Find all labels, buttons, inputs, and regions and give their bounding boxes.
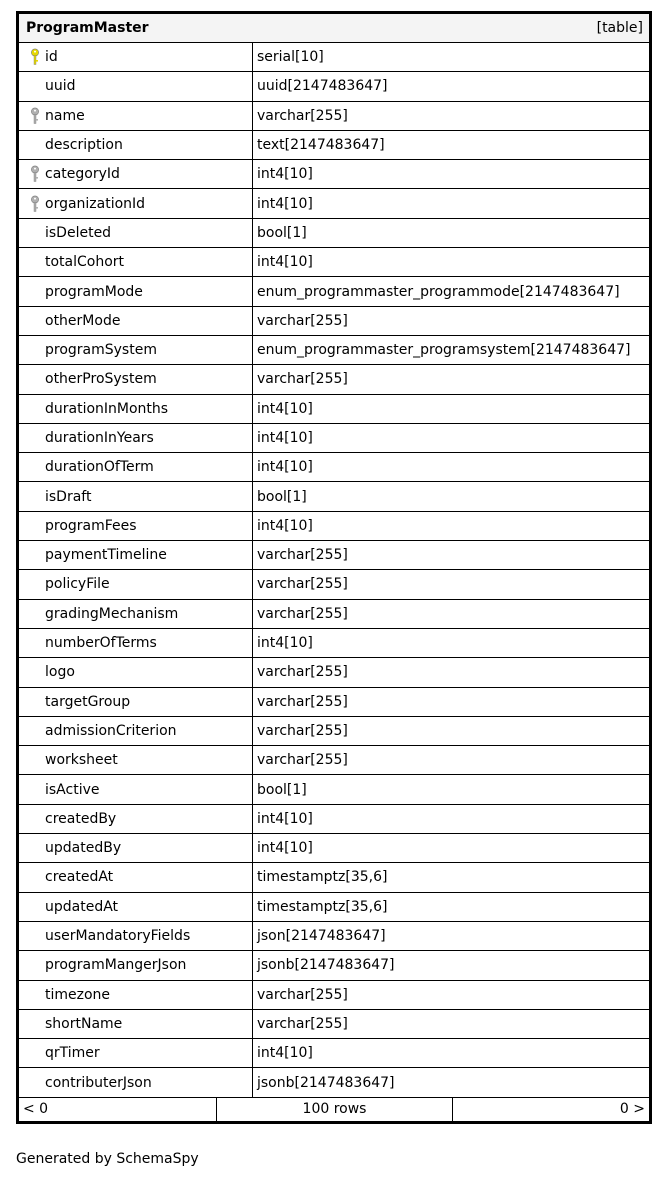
column-name-cell: [19, 629, 253, 657]
key-slot-empty: [25, 311, 45, 331]
column-row[interactable]: [19, 336, 649, 365]
column-row[interactable]: [19, 863, 649, 892]
key-slot-empty: [25, 955, 45, 975]
column-name-cell: [19, 131, 253, 159]
column-name-cell: [19, 512, 253, 540]
column-row[interactable]: [19, 219, 649, 248]
column-name: contributerJson: [45, 1074, 152, 1091]
column-name: paymentTimeline: [45, 547, 167, 564]
column-type: varchar[255]: [257, 605, 348, 622]
column-type: bool[1]: [257, 781, 307, 798]
column-name: timezone: [45, 986, 111, 1003]
column-type: int4[10]: [257, 400, 313, 417]
column-type: bool[1]: [257, 224, 307, 241]
key-slot-empty: [25, 750, 45, 770]
column-type: json[2147483647]: [257, 928, 386, 945]
column-name-cell: [19, 775, 253, 803]
column-name-cell: [19, 570, 253, 598]
column-name: admissionCriterion: [45, 722, 177, 739]
key-slot-empty: [25, 574, 45, 594]
column-name-cell: [19, 922, 253, 950]
key-slot-empty: [25, 809, 45, 829]
column-name: isDraft: [45, 488, 92, 505]
key-slot-empty: [25, 1073, 45, 1093]
column-name: programSystem: [45, 342, 157, 359]
column-name: policyFile: [45, 576, 110, 593]
column-row[interactable]: [19, 775, 649, 804]
column-row[interactable]: [19, 453, 649, 482]
column-name-cell: [19, 541, 253, 569]
children-count[interactable]: 0 >: [619, 1101, 645, 1118]
column-type: varchar[255]: [257, 664, 348, 681]
column-row[interactable]: [19, 307, 649, 336]
column-name-cell: [19, 746, 253, 774]
column-type: varchar[255]: [257, 722, 348, 739]
column-row[interactable]: [19, 600, 649, 629]
key-slot-empty: [25, 252, 45, 272]
column-name-cell: [19, 981, 253, 1009]
column-name-cell: [19, 43, 253, 71]
column-row[interactable]: [19, 277, 649, 306]
column-type: int4[10]: [257, 254, 313, 271]
column-name-cell: [19, 395, 253, 423]
column-name: isDeleted: [45, 224, 112, 241]
column-row[interactable]: [19, 131, 649, 160]
column-name-cell: [19, 1068, 253, 1096]
column-type: timestamptz[35,6]: [257, 898, 388, 915]
table-footer: [19, 1098, 649, 1121]
table-header: [19, 14, 649, 43]
column-row[interactable]: [19, 746, 649, 775]
column-row[interactable]: [19, 1068, 649, 1097]
column-type: varchar[255]: [257, 312, 348, 329]
column-row[interactable]: [19, 570, 649, 599]
column-name: id: [45, 49, 58, 66]
column-type: timestamptz[35,6]: [257, 869, 388, 886]
column-type: int4[10]: [257, 840, 313, 857]
column-type: varchar[255]: [257, 693, 348, 710]
column-name: uuid: [45, 78, 76, 95]
key-slot-empty: [25, 1014, 45, 1034]
table-name: ProgramMaster: [26, 20, 149, 36]
column-row[interactable]: [19, 160, 649, 189]
column-name: otherMode: [45, 312, 121, 329]
column-name-cell: [19, 277, 253, 305]
key-slot-empty: [25, 985, 45, 1005]
key-slot-empty: [25, 76, 45, 96]
column-name: durationOfTerm: [45, 459, 154, 476]
column-name: numberOfTerms: [45, 635, 157, 652]
column-name: durationInMonths: [45, 400, 169, 417]
column-row[interactable]: [19, 922, 649, 951]
column-name: name: [45, 107, 85, 124]
key-slot-empty: [25, 340, 45, 360]
column-name-cell: [19, 688, 253, 716]
key-slot-empty: [25, 926, 45, 946]
column-row[interactable]: [19, 482, 649, 511]
column-row[interactable]: [19, 72, 649, 101]
column-name-cell: [19, 160, 253, 188]
key-slot-empty: [25, 867, 45, 887]
column-name-cell: [19, 453, 253, 481]
column-type: enum_programmaster_programmode[2147483647]: [257, 283, 620, 300]
column-name-cell: [19, 863, 253, 891]
column-type: int4[10]: [257, 195, 313, 212]
column-type: int4[10]: [257, 459, 313, 476]
column-list: [19, 43, 649, 1098]
key-slot-empty: [25, 282, 45, 302]
column-name-cell: [19, 834, 253, 862]
column-type: jsonb[2147483647]: [257, 957, 395, 974]
column-type: serial[10]: [257, 49, 324, 66]
column-name-cell: [19, 805, 253, 833]
column-row[interactable]: [19, 189, 649, 218]
key-slot-empty: [25, 399, 45, 419]
index-key-icon: [25, 194, 45, 214]
column-name-cell: [19, 189, 253, 217]
column-name: gradingMechanism: [45, 605, 179, 622]
column-type: bool[1]: [257, 488, 307, 505]
column-name-cell: [19, 72, 253, 100]
column-type: varchar[255]: [257, 107, 348, 124]
key-slot-empty: [25, 135, 45, 155]
index-key-icon: [25, 106, 45, 126]
column-row[interactable]: [19, 629, 649, 658]
key-slot-empty: [25, 662, 45, 682]
parents-count[interactable]: < 0: [19, 1098, 217, 1121]
column-type: int4[10]: [257, 635, 313, 652]
key-slot-empty: [25, 838, 45, 858]
column-name: targetGroup: [45, 693, 131, 710]
column-type: int4[10]: [257, 517, 313, 534]
column-row[interactable]: [19, 43, 649, 72]
column-type: int4[10]: [257, 430, 313, 446]
column-type: jsonb[2147483647]: [257, 1074, 395, 1091]
column-row[interactable]: [19, 834, 649, 863]
column-row[interactable]: [19, 893, 649, 922]
column-row[interactable]: [19, 248, 649, 277]
column-name-cell: [19, 365, 253, 393]
column-name-cell: [19, 1010, 253, 1038]
column-type: varchar[255]: [257, 1015, 348, 1032]
column-row[interactable]: [19, 658, 649, 687]
key-slot-empty: [25, 545, 45, 565]
column-type: enum_programmaster_programsystem[2147483647]: [257, 342, 631, 359]
column-name-cell: [19, 600, 253, 628]
column-row[interactable]: [19, 981, 649, 1010]
key-slot-empty: [25, 721, 45, 741]
index-key-icon: [25, 164, 45, 184]
column-name: createdBy: [45, 810, 117, 827]
column-name: updatedBy: [45, 840, 122, 857]
column-row[interactable]: [19, 717, 649, 746]
key-slot-empty: [25, 692, 45, 712]
column-name: logo: [45, 664, 75, 681]
column-name: qrTimer: [45, 1045, 100, 1062]
column-name: programMangerJson: [45, 957, 187, 974]
column-name-cell: [19, 951, 253, 979]
key-slot-empty: [25, 487, 45, 507]
key-slot-empty: [25, 897, 45, 917]
column-name: shortName: [45, 1015, 123, 1032]
column-type: text[2147483647]: [257, 137, 385, 154]
column-name-cell: [19, 482, 253, 510]
column-row[interactable]: [19, 541, 649, 570]
column-name-cell: [19, 307, 253, 335]
column-type: int4[10]: [257, 166, 313, 183]
column-type: int4[10]: [257, 1045, 313, 1062]
column-type: uuid[2147483647]: [257, 78, 388, 95]
column-name: createdAt: [45, 869, 114, 886]
generated-by-note: Generated by SchemaSpy: [16, 1151, 199, 1167]
key-slot-empty: [25, 1043, 45, 1063]
column-type: varchar[255]: [257, 576, 348, 593]
column-name: description: [45, 137, 123, 154]
column-name: programFees: [45, 517, 137, 534]
column-row[interactable]: [19, 512, 649, 541]
key-slot-empty: [25, 604, 45, 624]
key-slot-empty: [25, 457, 45, 477]
column-name-cell: [19, 219, 253, 247]
key-slot-empty: [25, 428, 45, 448]
column-name-cell: [19, 717, 253, 745]
column-type: varchar[255]: [257, 986, 348, 1003]
column-name-cell: [19, 893, 253, 921]
column-name: userMandatoryFields: [45, 928, 191, 945]
column-name: categoryId: [45, 166, 120, 183]
row-count: 100 rows: [217, 1098, 453, 1121]
table-node[interactable]: [16, 11, 652, 1124]
key-slot-empty: [25, 223, 45, 243]
column-row[interactable]: [19, 102, 649, 131]
column-name-cell: [19, 424, 253, 452]
column-name-cell: [19, 248, 253, 276]
column-name-cell: [19, 658, 253, 686]
column-type: varchar[255]: [257, 547, 348, 564]
column-row[interactable]: [19, 424, 649, 453]
column-type: varchar[255]: [257, 371, 348, 388]
column-name: updatedAt: [45, 898, 119, 915]
column-name: organizationId: [45, 195, 146, 212]
column-row[interactable]: [19, 395, 649, 424]
column-row[interactable]: [19, 951, 649, 980]
column-row[interactable]: [19, 1010, 649, 1039]
key-slot-empty: [25, 780, 45, 800]
key-slot-empty: [25, 369, 45, 389]
column-name: programMode: [45, 283, 143, 300]
column-name-cell: [19, 336, 253, 364]
column-name: otherProSystem: [45, 371, 157, 388]
column-row[interactable]: [19, 1039, 649, 1068]
column-name-cell: [19, 1039, 253, 1067]
column-name: durationInYears: [45, 430, 154, 446]
key-slot-empty: [25, 516, 45, 536]
column-name: worksheet: [45, 752, 118, 769]
column-name: isActive: [45, 781, 100, 798]
table-type-label: [table]: [596, 20, 643, 36]
column-row[interactable]: [19, 365, 649, 394]
column-name-cell: [19, 102, 253, 130]
key-slot-empty: [25, 633, 45, 653]
column-type: varchar[255]: [257, 752, 348, 769]
column-row[interactable]: [19, 688, 649, 717]
column-type: int4[10]: [257, 810, 313, 827]
column-row[interactable]: [19, 805, 649, 834]
primary-key-icon: [25, 47, 45, 67]
column-name: totalCohort: [45, 254, 125, 271]
